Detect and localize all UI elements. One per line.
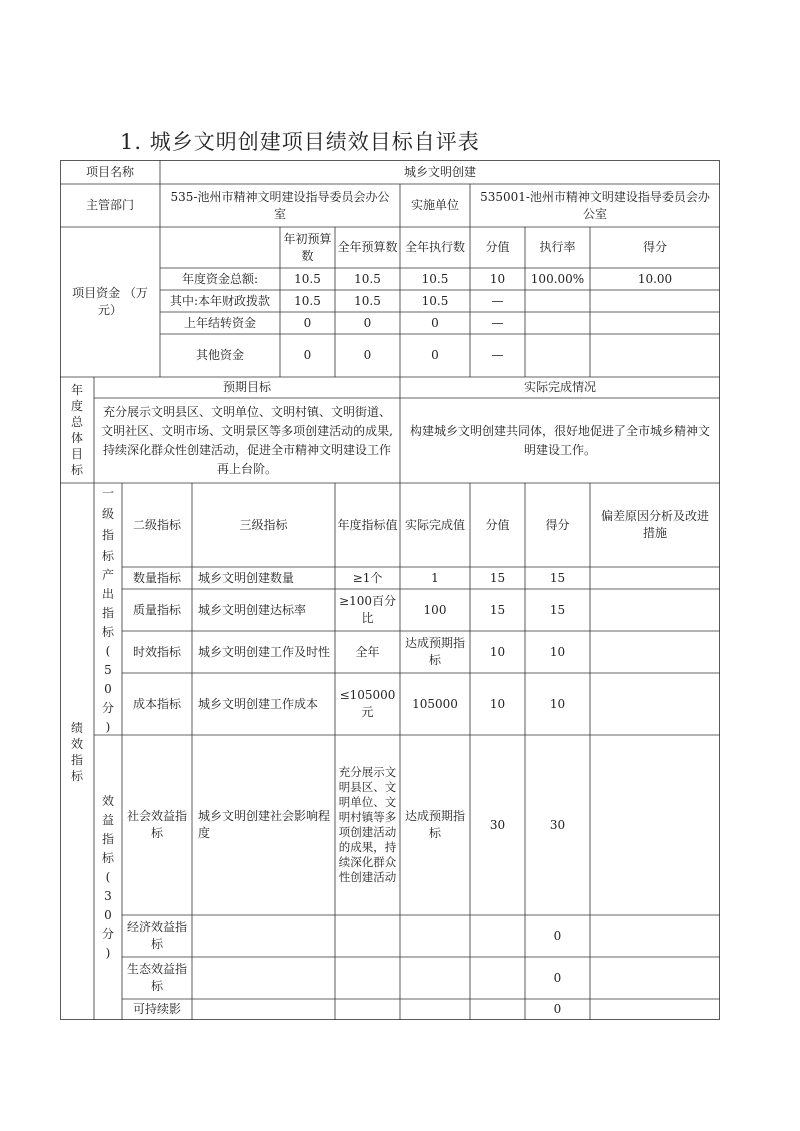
- funds-row-score-value: —: [491, 348, 504, 362]
- score-value-cell: [470, 915, 525, 957]
- funds-header-initial: 年初预算数: [283, 231, 332, 263]
- funds-header-score-value: 分值: [485, 240, 510, 254]
- funds-row-rate: [525, 312, 590, 334]
- analysis-cell: [590, 957, 720, 999]
- score-cell: 15: [549, 570, 566, 585]
- actual-header: 实际完成值: [404, 517, 465, 532]
- level3-cell: [192, 915, 335, 957]
- funds-row-initial: 10.5: [294, 271, 321, 286]
- level3-cell: [192, 999, 335, 1020]
- target-cell: ≤105000元: [339, 688, 396, 719]
- dept-label: 主管部门: [85, 198, 134, 212]
- target-cell: 全年: [355, 644, 380, 659]
- level2-cell: 社会效益指标: [126, 809, 187, 840]
- level3-cell: 城乡文明创建达标率: [198, 602, 307, 617]
- evaluation-table: [60, 160, 720, 1020]
- expected-goal-header: 预期目标: [222, 380, 271, 394]
- funds-row-score: [590, 334, 720, 377]
- funds-row-score-value: —: [491, 315, 504, 330]
- funds-row-score: [590, 290, 720, 312]
- annual-goal-label: 年 度 总 体 目 标: [70, 383, 83, 477]
- funds-row-rate: [525, 334, 590, 377]
- target-cell: ≥1个: [352, 570, 383, 585]
- funds-header-annual: 全年预算数: [337, 240, 398, 254]
- score-value-cell: 10: [489, 644, 506, 659]
- page-title: 1. 城乡文明创建项目绩效目标自评表: [120, 130, 480, 154]
- funds-row-label: 年度资金总额:: [181, 271, 259, 286]
- impl-value: 535001-池州市精神文明建设指导委员会办公室: [480, 189, 710, 221]
- analysis-cell: [590, 735, 720, 915]
- funds-row-rate: 100.00%: [530, 271, 585, 286]
- level2-header: 二级指标: [132, 517, 181, 532]
- funds-row-annual: 0: [363, 348, 372, 362]
- funds-header-rate: 执行率: [539, 240, 576, 254]
- level2-cell: 经济效益指标: [126, 920, 187, 951]
- score-cell: 0: [553, 970, 562, 985]
- funds-row-initial: 0: [303, 315, 312, 330]
- target-cell: [335, 915, 400, 957]
- funds-row-label: 其中:本年财政拨款: [169, 293, 271, 308]
- analysis-header: 偏差原因分析及改进措施: [600, 509, 709, 540]
- score-cell: 30: [549, 817, 566, 832]
- actual-completion-text: 构建城乡文明创建共同体，很好地促进了全市城乡精神文明建设工作。: [409, 423, 710, 457]
- score-value-cell: [470, 999, 525, 1020]
- level2-cell: 数量指标: [132, 570, 181, 585]
- score-value-header: 分值: [485, 517, 510, 532]
- level2-cell: 成本指标: [132, 696, 181, 711]
- score-value-cell: 30: [489, 817, 506, 832]
- target-cell: ≥100百分比: [339, 594, 396, 625]
- funds-row-initial: 0: [303, 348, 312, 362]
- analysis-cell: [590, 673, 720, 735]
- perf-label: 绩 效 指 标: [70, 720, 83, 783]
- funds-row-score-value: —: [491, 293, 504, 308]
- impl-label: 实施单位: [410, 198, 459, 212]
- score-header: 得分: [545, 517, 570, 532]
- score-cell: 10: [549, 644, 566, 659]
- funds-row-score: [590, 312, 720, 334]
- funds-row-executed: 10.5: [421, 271, 449, 286]
- actual-cell: [400, 915, 470, 957]
- level3-cell: 城乡文明创建工作及时性: [198, 644, 331, 659]
- target-cell: 充分展示文明县区、文明单位、文明村镇等多项创建活动的成果，持续深化群众性创建活动: [338, 765, 397, 884]
- target-header: 年度指标值: [337, 517, 398, 532]
- funds-row-score-value: 10: [489, 271, 506, 286]
- score-value-cell: [470, 957, 525, 999]
- level3-cell: 城乡文明创建社会影响程度: [198, 809, 331, 840]
- analysis-cell: [590, 915, 720, 957]
- score-value-cell: 10: [489, 696, 506, 711]
- output-group-label: 产 出 指 标 ( 5 0 分 ): [101, 567, 114, 734]
- funds-row-annual: 10.5: [354, 271, 381, 286]
- score-value-cell: 15: [489, 602, 506, 617]
- funds-row-rate: [525, 290, 590, 312]
- target-cell: [335, 957, 400, 999]
- score-cell: 10: [549, 696, 566, 711]
- level3-header: 三级指标: [239, 517, 288, 532]
- score-cell: 0: [553, 1002, 562, 1016]
- level3-cell: 城乡文明创建工作成本: [198, 696, 319, 711]
- score-value-cell: 15: [489, 570, 506, 585]
- funds-row-annual: 10.5: [354, 293, 381, 308]
- project-name-label: 项目名称: [85, 164, 134, 179]
- score-cell: 15: [549, 602, 566, 617]
- level2-cell: 质量指标: [132, 602, 181, 617]
- funds-label: 项目资金 （万元）: [72, 286, 148, 317]
- level1-header: 一 级 指 标: [101, 486, 114, 563]
- analysis-cell: [590, 567, 720, 589]
- level2-cell: 时效指标: [132, 644, 181, 659]
- level3-cell: 城乡文明创建数量: [198, 570, 295, 585]
- level2-cell: 生态效益指标: [126, 962, 187, 993]
- expected-goal-text: 充分展示文明县区、文明单位、文明村镇、文明街道、文明社区、文明市场、文明景区等多项创建活动的成果,持续深化群众性创建活动，促进全市精神文明建设工作再上台阶。: [101, 404, 393, 476]
- funds-row-executed: 0: [431, 348, 439, 362]
- analysis-cell: [590, 999, 720, 1020]
- actual-cell: [400, 957, 470, 999]
- funds-row-initial: 10.5: [294, 293, 321, 308]
- funds-row-executed: 10.5: [421, 293, 449, 308]
- actual-cell: 1: [431, 570, 439, 585]
- funds-row-executed: 0: [431, 315, 439, 330]
- funds-row-annual: 0: [363, 315, 372, 330]
- funds-row-label: 上年结转资金: [183, 315, 256, 330]
- benefit-group-label: 效 益 指 标 ( 3 0 分 ): [101, 794, 114, 960]
- target-cell: [335, 999, 400, 1020]
- score-cell: 0: [553, 928, 562, 943]
- level2-cell: 可持续影: [132, 1002, 181, 1016]
- dept-value: 535-池州市精神文明建设指导委员会办公室: [170, 189, 390, 221]
- actual-completion-header: 实际完成情况: [523, 380, 596, 394]
- funds-row-score: 10.00: [637, 271, 673, 286]
- actual-cell: 达成预期指标: [404, 809, 465, 840]
- funds-header-executed: 全年执行数: [404, 240, 465, 254]
- actual-cell: 100: [423, 602, 447, 617]
- analysis-cell: [590, 589, 720, 631]
- actual-cell: [400, 999, 470, 1020]
- funds-header-score: 得分: [642, 240, 667, 254]
- analysis-cell: [590, 631, 720, 673]
- level3-cell: [192, 957, 335, 999]
- actual-cell: 达成预期指标: [404, 636, 465, 667]
- actual-cell: 105000: [412, 696, 458, 711]
- funds-row-label: 其他资金: [195, 348, 244, 362]
- project-name-value: 城乡文明创建: [403, 164, 476, 179]
